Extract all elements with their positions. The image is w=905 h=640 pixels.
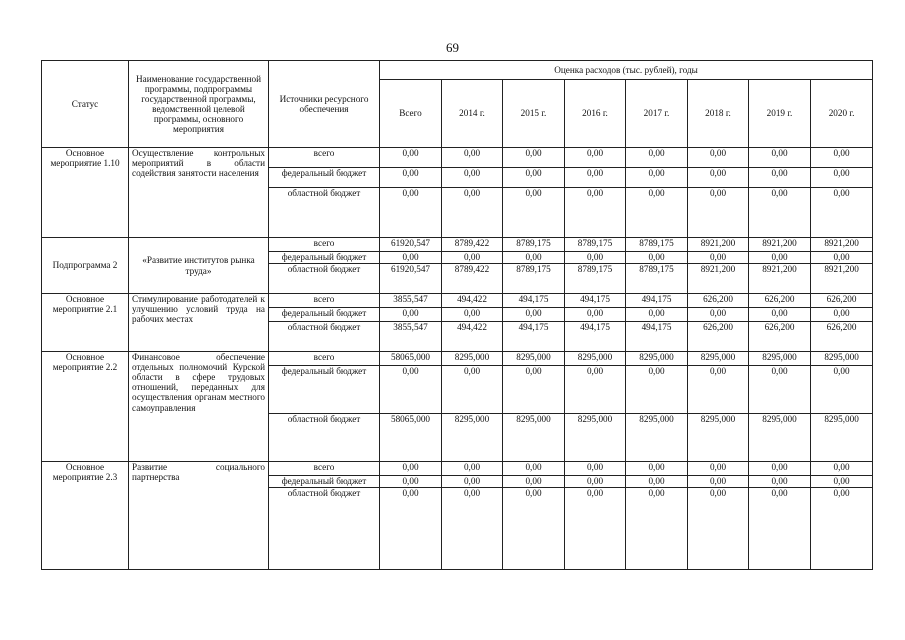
row-source: областной бюджет <box>269 264 380 294</box>
value-cell: 8295,000 <box>688 414 749 462</box>
header-year: 2017 г. <box>626 80 688 148</box>
value-cell: 0,00 <box>565 168 626 188</box>
table-row <box>42 462 873 476</box>
row-source: федеральный бюджет <box>269 308 380 322</box>
row-source: федеральный бюджет <box>269 168 380 188</box>
row-status: Основное мероприятие 2.3 <box>42 462 129 570</box>
value-cell: 3855,547 <box>380 322 442 352</box>
value-cell: 0,00 <box>503 476 565 488</box>
value-cell: 0,00 <box>503 366 565 414</box>
value-cell: 8295,000 <box>749 414 811 462</box>
value-cell: 494,175 <box>626 322 688 352</box>
header-year: 2019 г. <box>749 80 811 148</box>
value-cell: 0,00 <box>811 476 873 488</box>
value-cell: 0,00 <box>626 488 688 570</box>
value-cell: 0,00 <box>503 488 565 570</box>
value-cell: 0,00 <box>442 488 503 570</box>
value-cell: 0,00 <box>565 462 626 476</box>
row-source: федеральный бюджет <box>269 476 380 488</box>
value-cell: 0,00 <box>380 476 442 488</box>
table-row <box>42 148 873 168</box>
value-cell: 0,00 <box>442 308 503 322</box>
row-source: областной бюджет <box>269 322 380 352</box>
value-cell: 0,00 <box>565 188 626 238</box>
value-cell: 8921,200 <box>749 238 811 252</box>
value-cell: 58065,000 <box>380 352 442 366</box>
header-source: Источники ресурсного обеспечения <box>269 61 380 148</box>
value-cell: 0,00 <box>688 476 749 488</box>
value-cell: 0,00 <box>811 188 873 238</box>
row-source: областной бюджет <box>269 188 380 238</box>
value-cell: 0,00 <box>811 308 873 322</box>
row-name: Стимулирование работодателей к улучшению условий труда на рабочих местах <box>129 294 269 352</box>
value-cell: 0,00 <box>688 252 749 264</box>
value-cell: 0,00 <box>626 462 688 476</box>
value-cell: 0,00 <box>749 488 811 570</box>
row-name: Развитие социального партнерства <box>129 462 269 570</box>
value-cell: 0,00 <box>442 188 503 238</box>
value-cell: 0,00 <box>565 308 626 322</box>
header-year: 2014 г. <box>442 80 503 148</box>
header-year: 2020 г. <box>811 80 873 148</box>
value-cell: 626,200 <box>811 294 873 308</box>
header-year: Всего <box>380 80 442 148</box>
value-cell: 8295,000 <box>442 414 503 462</box>
value-cell: 8295,000 <box>565 414 626 462</box>
value-cell: 0,00 <box>442 252 503 264</box>
value-cell: 0,00 <box>503 462 565 476</box>
value-cell: 8921,200 <box>688 238 749 252</box>
value-cell: 626,200 <box>811 322 873 352</box>
value-cell: 8295,000 <box>749 352 811 366</box>
value-cell: 494,175 <box>626 294 688 308</box>
value-cell: 0,00 <box>442 462 503 476</box>
value-cell: 0,00 <box>565 148 626 168</box>
value-cell: 0,00 <box>626 188 688 238</box>
value-cell: 8295,000 <box>811 352 873 366</box>
value-cell: 626,200 <box>688 294 749 308</box>
value-cell: 0,00 <box>688 488 749 570</box>
header-name: Наименование государственной программы, подпрограммы государственной программы, ведомственной целевой программы, основного мероприятия <box>129 61 269 148</box>
header-year: 2015 г. <box>503 80 565 148</box>
value-cell: 0,00 <box>626 252 688 264</box>
value-cell: 8921,200 <box>811 264 873 294</box>
value-cell: 0,00 <box>749 188 811 238</box>
budget-table <box>41 60 873 570</box>
value-cell: 0,00 <box>503 148 565 168</box>
value-cell: 0,00 <box>380 366 442 414</box>
value-cell: 8295,000 <box>442 352 503 366</box>
row-name: «Развитие институтов рынка труда» <box>129 238 269 294</box>
value-cell: 0,00 <box>442 476 503 488</box>
row-source: областной бюджет <box>269 414 380 462</box>
value-cell: 0,00 <box>626 366 688 414</box>
row-source: всего <box>269 294 380 308</box>
value-cell: 3855,547 <box>380 294 442 308</box>
value-cell: 8921,200 <box>688 264 749 294</box>
value-cell: 494,175 <box>565 294 626 308</box>
value-cell: 0,00 <box>380 252 442 264</box>
value-cell: 0,00 <box>380 462 442 476</box>
value-cell: 0,00 <box>380 168 442 188</box>
value-cell: 0,00 <box>442 366 503 414</box>
value-cell: 494,422 <box>442 294 503 308</box>
row-name: Финансовое обеспечение отдельных полномочий Курской области в сфере трудовых отношений, переданных для осуществления органам местного самоуправления <box>129 352 269 462</box>
header-status: Статус <box>42 61 129 148</box>
row-source: всего <box>269 462 380 476</box>
value-cell: 0,00 <box>749 476 811 488</box>
row-name: Осуществление контрольных мероприятий в области содействия занятости населения <box>129 148 269 238</box>
value-cell: 8789,422 <box>442 238 503 252</box>
value-cell: 0,00 <box>565 488 626 570</box>
table-row <box>42 238 873 252</box>
value-cell: 0,00 <box>688 308 749 322</box>
value-cell: 0,00 <box>380 488 442 570</box>
value-cell: 0,00 <box>811 148 873 168</box>
value-cell: 8789,175 <box>565 238 626 252</box>
page-number: 69 <box>446 40 459 55</box>
value-cell: 8295,000 <box>626 414 688 462</box>
header-year: 2018 г. <box>688 80 749 148</box>
value-cell: 0,00 <box>442 148 503 168</box>
value-cell: 0,00 <box>380 188 442 238</box>
value-cell: 0,00 <box>749 252 811 264</box>
value-cell: 494,175 <box>565 322 626 352</box>
value-cell: 8295,000 <box>503 414 565 462</box>
value-cell: 8295,000 <box>565 352 626 366</box>
value-cell: 0,00 <box>503 252 565 264</box>
value-cell: 0,00 <box>749 366 811 414</box>
value-cell: 0,00 <box>811 168 873 188</box>
value-cell: 0,00 <box>811 252 873 264</box>
value-cell: 0,00 <box>749 148 811 168</box>
row-source: федеральный бюджет <box>269 252 380 264</box>
value-cell: 8789,175 <box>503 238 565 252</box>
value-cell: 0,00 <box>749 308 811 322</box>
value-cell: 626,200 <box>749 294 811 308</box>
value-cell: 0,00 <box>442 168 503 188</box>
value-cell: 61920,547 <box>380 264 442 294</box>
value-cell: 0,00 <box>811 462 873 476</box>
value-cell: 8295,000 <box>811 414 873 462</box>
table-row <box>42 352 873 366</box>
value-cell: 8789,422 <box>442 264 503 294</box>
value-cell: 0,00 <box>503 308 565 322</box>
value-cell: 0,00 <box>565 366 626 414</box>
row-status: Основное мероприятие 2.1 <box>42 294 129 352</box>
row-status: Основное мероприятие 1.10 <box>42 148 129 238</box>
row-source: федеральный бюджет <box>269 366 380 414</box>
value-cell: 8295,000 <box>688 352 749 366</box>
value-cell: 0,00 <box>688 462 749 476</box>
value-cell: 0,00 <box>749 168 811 188</box>
value-cell: 626,200 <box>688 322 749 352</box>
value-cell: 0,00 <box>688 188 749 238</box>
row-source: областной бюджет <box>269 488 380 570</box>
value-cell: 0,00 <box>503 188 565 238</box>
value-cell: 0,00 <box>688 168 749 188</box>
header-year: 2016 г. <box>565 80 626 148</box>
value-cell: 58065,000 <box>380 414 442 462</box>
value-cell: 8789,175 <box>626 264 688 294</box>
value-cell: 0,00 <box>811 488 873 570</box>
header-period: Оценка расходов (тыс. рублей), годы <box>380 61 873 80</box>
value-cell: 0,00 <box>380 148 442 168</box>
value-cell: 0,00 <box>749 462 811 476</box>
value-cell: 0,00 <box>380 308 442 322</box>
value-cell: 8921,200 <box>749 264 811 294</box>
row-status: Основное мероприятие 2.2 <box>42 352 129 462</box>
value-cell: 8789,175 <box>503 264 565 294</box>
value-cell: 0,00 <box>688 366 749 414</box>
table-row <box>42 294 873 308</box>
value-cell: 61920,547 <box>380 238 442 252</box>
value-cell: 0,00 <box>565 476 626 488</box>
value-cell: 0,00 <box>565 252 626 264</box>
row-source: всего <box>269 148 380 168</box>
value-cell: 0,00 <box>503 168 565 188</box>
value-cell: 0,00 <box>811 366 873 414</box>
value-cell: 494,175 <box>503 294 565 308</box>
value-cell: 0,00 <box>688 148 749 168</box>
value-cell: 8789,175 <box>565 264 626 294</box>
value-cell: 0,00 <box>626 476 688 488</box>
value-cell: 8295,000 <box>626 352 688 366</box>
value-cell: 494,422 <box>442 322 503 352</box>
value-cell: 494,175 <box>503 322 565 352</box>
row-source: всего <box>269 238 380 252</box>
row-source: всего <box>269 352 380 366</box>
value-cell: 8921,200 <box>811 238 873 252</box>
value-cell: 8789,175 <box>626 238 688 252</box>
value-cell: 0,00 <box>626 308 688 322</box>
value-cell: 0,00 <box>626 148 688 168</box>
value-cell: 626,200 <box>749 322 811 352</box>
value-cell: 0,00 <box>626 168 688 188</box>
value-cell: 8295,000 <box>503 352 565 366</box>
row-status: Подпрограмма 2 <box>42 238 129 294</box>
